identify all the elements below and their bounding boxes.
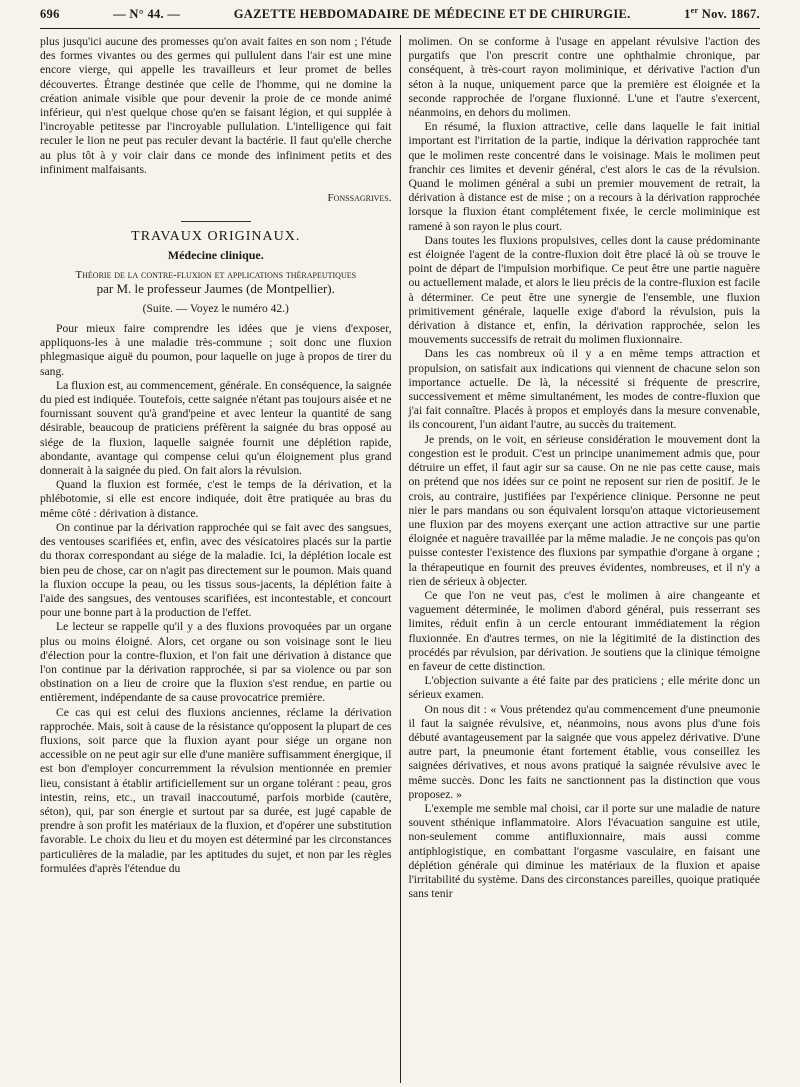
issue-date: 1er Nov. 1867. xyxy=(684,6,760,22)
continued-paragraph: plus jusqu'ici aucune des promesses qu'on avait faites en son nom ; l'étude des formes vivantes ou des germes qui pullulent dans l'air est une mine encore vierge, qui appelle les travailleurs et leur promet de belles découvertes. Étrange destinée que celle de l'homme, qui ne domine la création animale visible que pour devenir la proie de ce monde animé inférieur, qui n'est quelque chose qu'en se faisant légion, et qui supplée à l'incroyable petitesse par l'incroyable pullulation. L'intelligence qui fait reculer le lion ne peut pas reculer devant la bactérie. Il faut qu'elle cherche au plus tôt à y voir clair dans ce monde des infiniment petits et des infiniment malfaisants. xyxy=(40,35,392,176)
body-paragraph: On continue par la dérivation rapprochée qui se fait avec des sangsues, des ventouses scarifiées et, enfin, avec des vésicatoires placés sur la partie du thorax correspondant au siége de la maladie. Ici, la déplétion locale est bien peu de chose, car on n'agit pas directement sur le poumon. Mais quand la fluxion occupe la peau, ou les tissus sous-jacents, la déplétion faite à l'aide des sangsues, des ventouses scarifiées, est incontestable, et concourt pour une bonne part à la production de l'effet. xyxy=(40,520,392,620)
article-author: par M. le professeur Jaumes (de Montpellier). xyxy=(96,280,335,296)
body-paragraph: Ce que l'on ne veut pas, c'est le molimen à aire changeante et vaguement déterminée, le molimen d'abord général, puis resserrant ses limites, réduit enfin à un cercle entourant immédiatement la région fluxionnée. En d'autres termes, on nie la légitimité de la distinction des procédés par révulsion, par dérivation. Je soutiens que la clinique témoigne en faveur de cette distinction. xyxy=(408,588,760,673)
continuation-note: (Suite. — Voyez le numéro 42.) xyxy=(142,302,289,315)
body-paragraph: En résumé, la fluxion attractive, celle dans laquelle le fait initial important est l'irritation de la partie, indique la dérivation rapprochée tant que le molimen reste concentré dans le voisinage. Mais le molimen peut franchir ces limites et devenir général, c'est alors le cas de la révulsion. Quand le molimen général a subi un premier mouvement de retrait, la dérivation à distance est de mise ; on a recours à la dérivation rapprochée lorsque la fluxion étant complétement fixée, le cercle moliminique est ramené à son rayon le plus court. xyxy=(408,120,760,233)
left-column xyxy=(40,35,398,1083)
issue-number: — N° 44. — xyxy=(113,7,181,22)
body-paragraph: La fluxion est, au commencement, générale. En conséquence, la saignée du pied est indiquée. Toutefois, cette saignée n'étant pas toujours aisée et ne fournissant souvent qu'à grand'peine et avec lenteur la quantité de sang désirable, beaucoup de praticiens préfèrent la saignée du bras opposé au siége de la fluxion, laquelle saignée fournit une déplétion rapide, abondante, avantage qui compense celui qu'un éloignement plus grand donnerait à la saignée du pied. On fait alors la révulsion. xyxy=(40,378,392,478)
body-paragraph: Pour mieux faire comprendre les idées que je viens d'exposer, appliquons-les à une maladie très-commune ; soit donc une fluxion phlegmasique aiguë du poumon, pour laquelle on juge à propos de tirer du sang. xyxy=(40,322,392,378)
body-paragraph: Quand la fluxion est formée, c'est le temps de la dérivation, et la phlébotomie, si elle est encore indiquée, doit être pratiquée au bras du même côté : dérivation à distance. xyxy=(40,478,392,520)
body-paragraph: On nous dit : « Vous prétendez qu'au commencement d'une pneumonie il faut la saignée révulsive, et, néanmoins, nous avons plus d'une fois débuté avantageusement par la saignée que vous appelez dérivative. D'une autre part, la pneumonie étant fortement établie, vous conseillez les saignées dérivatives, et nous avons pratiqué la saignée révulsive avec le même succès. Donc les faits ne sanctionnent pas la distinction que vous proposez. » xyxy=(408,702,760,801)
body-paragraph: L'objection suivante a été faite par des praticiens ; elle mérite donc un sérieux examen. xyxy=(408,674,760,702)
running-head xyxy=(40,6,760,29)
text-columns xyxy=(40,35,760,1083)
body-paragraph: Je prends, on le voit, en sérieuse considération le mouvement dont la congestion est le produit. C'est un principe unanimement admis que, pour détruire un effet, il faut agir sur sa cause. On ne nie pas cette cause, mais on prétend que nos idées sur ce point ne reposent sur rien de positif. Je le crois, au contraire, justifiées par l'expérience clinique. Personne ne peut nier le pars mandans ou son équivalent lorsqu'on attaque victorieusement une fluxion par des moyens exerçant une action attractive sur une partie éloignée et naguère travaillée par la même maladie. Je ne conçois pas qu'on puisse contester l'existence des fluxions par sympathie d'organe à organe ; la thérapeutique en fournit des preuves évidentes, nombreuses, et il n'y a rien de sérieux à objecter. xyxy=(408,432,760,588)
section-subtitle: Médecine clinique. xyxy=(167,248,264,263)
journal-title: GAZETTE HEBDOMADAIRE DE MÉDECINE ET DE CHIRURGIE. xyxy=(233,7,631,22)
body-paragraph: Ce cas qui est celui des fluxions anciennes, réclame la dérivation rapprochée. Mais, soit à cause de la résistance qu'opposent la plupart de ces fluxions, soit parce que la fluxion ayant pour siége un organe non accessible on ne peut agir sur elle d'une manière suffisamment énergique, il est bon d'employer concurremment la révulsion mentionnée en premier lieu, consistant à établir artificiellement sur un organe tolérant : peau, gros intestin, reins, etc., un travail inaccoutumé, parfois morbide (cautère, séton), qui, par son énergie et surtout par sa durée, est jugé capable de prendre à son profit les matériaux de la fluxion, et d'opérer une substitution favorable. Le choix du lieu et du moyen est déterminé par les circonstances particulières de la maladie, par les aptitudes du sujet, et non par les règles formulées d'après l'étendue du xyxy=(40,705,392,875)
continued-paragraph: molimen. On se conforme à l'usage en appelant révulsive l'action des purgatifs que l'on prescrit contre une ophthalmie chronique, par conséquent, à très-court rayon moliminique, et dérivative l'action d'un séton à la nuque, uniquement parce que la première est éloignée et la seconde rapprochée de l'organe fluxionné. L'une et l'autre s'exercent, néanmoins, en dehors du molimen. xyxy=(408,35,760,120)
body-paragraph: Le lecteur se rappelle qu'il y a des fluxions provoquées par un organe plus ou moins éloigné. Alors, cet organe ou son voisinage sont le lieu d'élection pour la contre-fluxion, et l'on fait une dérivation à distance que l'on continue par la dérivation rapprochée, si par sa violence ou par son obstination on a lieu de croire que la fluxion s'est rendue, en partie ou entièrement, indépendante de sa cause provocatrice première. xyxy=(40,620,392,705)
right-column xyxy=(403,35,761,1083)
separator-rule xyxy=(181,221,251,222)
article-title: Théorie de la contre-fluxion et applications thérapeutiques xyxy=(75,268,357,281)
body-paragraph: L'exemple me semble mal choisi, car il porte sur une maladie de nature souvent sthénique inflammatoire. Alors l'évacuation sanguine est utile, non-seulement comme antifluxionnaire, mais aussi comme antiphlogistique, en combattant l'orgasme vasculaire, en faisant une déplétion générale qui diminue les matériaux de la fluxion et apaise l'irritabilité du système. Dans des circonstances pareilles, quoique pratiquée sans tenir xyxy=(408,801,760,901)
body-paragraph: Dans toutes les fluxions propulsives, celles dont la cause prédominante est éloignée l'agent de la contre-fluxion doit être placé là où se trouve le point de départ de l'impulsion morbifique. Ce peut être une partie naguère ou actuellement malade, et alors le lieu précis de la contre-fluxion est facile à déterminer. Ce peut être une synergie de l'ensemble, une fluxion primitivement générale, laquelle exige d'abord la révulsion, puis la dérivation à distance et, enfin, la dérivation rapprochée, selon les mouvements successifs de retrait du molimen fluxionnaire. xyxy=(408,233,760,347)
author-signature: Fonssagrives. xyxy=(327,192,392,205)
section-title: TRAVAUX ORIGINAUX. xyxy=(131,229,301,245)
page-number: 696 xyxy=(40,7,60,22)
column-divider xyxy=(400,35,401,1083)
body-paragraph: Dans les cas nombreux où il y a en même temps attraction et propulsion, on satisfait aux indications qui viennent de chacune selon son importance actuelle. De là, la nécessité si fréquente de prescrire, successivement et même simultanément, les modes de contre-fluxion que j'ai fait connaître. Placés à propos et employés dans la mesure convenable, ils concourent, l'un aidant l'autre, au succès du traitement. xyxy=(408,347,760,432)
